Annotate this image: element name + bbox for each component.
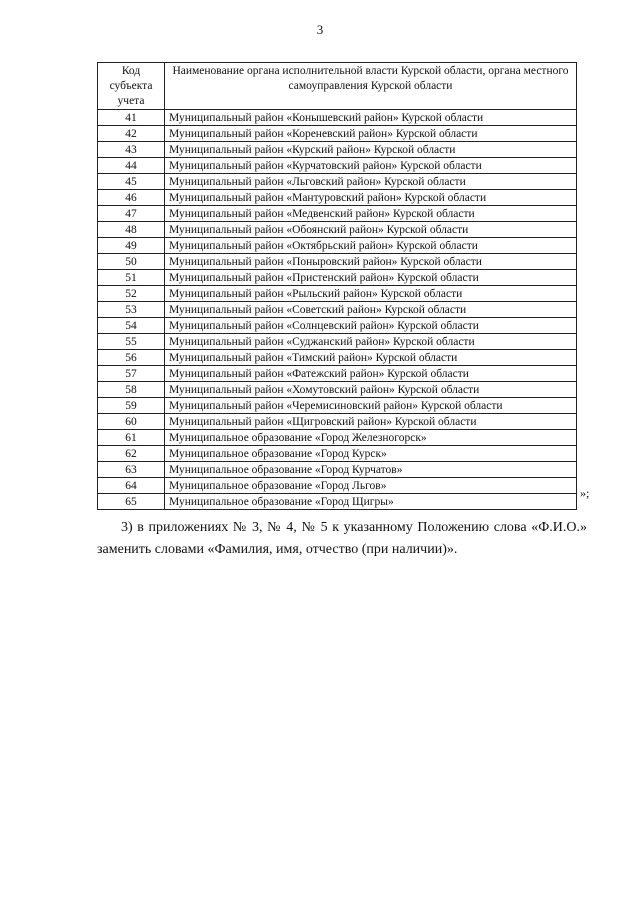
table-row (98, 222, 577, 238)
row-name: Муниципальный район «Обоянский район» Курской области (165, 222, 577, 238)
table-row (98, 446, 577, 462)
row-name: Муниципальный район «Рыльский район» Курской области (165, 286, 577, 302)
row-name: Муниципальное образование «Город Курчатов» (165, 462, 577, 478)
row-name: Муниципальный район «Медвенский район» Курской области (165, 206, 577, 222)
row-name: Муниципальный район «Щигровский район» Курской области (165, 414, 577, 430)
row-name: Муниципальное образование «Город Железногорск» (165, 430, 577, 446)
row-name: Муниципальный район «Курский район» Курской области (165, 142, 577, 158)
table-row (98, 430, 577, 446)
row-name: Муниципальный район «Суджанский район» Курской области (165, 334, 577, 350)
row-code: 62 (98, 446, 165, 462)
row-name: Муниципальный район «Советский район» Курской области (165, 302, 577, 318)
row-code: 52 (98, 286, 165, 302)
row-code: 45 (98, 174, 165, 190)
table-row (98, 286, 577, 302)
row-name: Муниципальный район «Фатежский район» Курской области (165, 366, 577, 382)
table-row (98, 318, 577, 334)
row-name: Муниципальное образование «Город Курск» (165, 446, 577, 462)
row-code: 44 (98, 158, 165, 174)
registry-table (97, 62, 577, 510)
header-code: Код субъекта учета (98, 63, 165, 110)
table-row (98, 158, 577, 174)
table-row (98, 142, 577, 158)
row-code: 47 (98, 206, 165, 222)
row-name: Муниципальный район «Хомутовский район» Курской области (165, 382, 577, 398)
table-row (98, 350, 577, 366)
row-code: 58 (98, 382, 165, 398)
row-code: 50 (98, 254, 165, 270)
row-code: 49 (98, 238, 165, 254)
row-code: 48 (98, 222, 165, 238)
row-name: Муниципальный район «Поныровский район» Курской области (165, 254, 577, 270)
table-header-row (98, 63, 577, 110)
row-code: 59 (98, 398, 165, 414)
table-row (98, 110, 577, 126)
row-name: Муниципальный район «Тимский район» Курской области (165, 350, 577, 366)
row-code: 65 (98, 494, 165, 510)
row-name: Муниципальный район «Пристенский район» Курской области (165, 270, 577, 286)
row-code: 42 (98, 126, 165, 142)
row-code: 46 (98, 190, 165, 206)
table-row (98, 126, 577, 142)
closing-quote-mark: »; (580, 486, 590, 500)
row-name: Муниципальное образование «Город Щигры» (165, 494, 577, 510)
table-row (98, 414, 577, 430)
row-name: Муниципальный район «Льговский район» Курской области (165, 174, 577, 190)
table-row (98, 398, 577, 414)
table-row (98, 206, 577, 222)
table-row (98, 382, 577, 398)
row-code: 43 (98, 142, 165, 158)
row-name: Муниципальный район «Курчатовский район» Курской области (165, 158, 577, 174)
table-row (98, 462, 577, 478)
table-row (98, 190, 577, 206)
row-name: Муниципальный район «Мантуровский район» Курской области (165, 190, 577, 206)
row-code: 64 (98, 478, 165, 494)
table-body (98, 110, 577, 510)
row-code: 55 (98, 334, 165, 350)
row-code: 53 (98, 302, 165, 318)
row-code: 61 (98, 430, 165, 446)
row-name: Муниципальное образование «Город Льгов» (165, 478, 577, 494)
row-name: Муниципальный район «Кореневский район» Курской области (165, 126, 577, 142)
page-number: 3 (316, 22, 324, 37)
row-code: 56 (98, 350, 165, 366)
table-row (98, 494, 577, 510)
row-name: Муниципальный район «Конышевский район» Курской области (165, 110, 577, 126)
row-name: Муниципальный район «Солнцевский район» Курской области (165, 318, 577, 334)
row-code: 54 (98, 318, 165, 334)
row-code: 57 (98, 366, 165, 382)
table-row (98, 238, 577, 254)
amendment-paragraph: 3) в приложениях № 3, № 4, № 5 к указанному Положению слова «Ф.И.О.» заменить словами «Фамилия, имя, отчество (при наличии)». (97, 520, 587, 557)
table-row (98, 334, 577, 350)
row-code: 60 (98, 414, 165, 430)
header-name: Наименование органа исполнительной власти Курской области, органа местного самоуправления Курской области (165, 63, 577, 110)
row-code: 63 (98, 462, 165, 478)
table-row (98, 478, 577, 494)
row-code: 51 (98, 270, 165, 286)
table-row (98, 302, 577, 318)
row-name: Муниципальный район «Октябрьский район» Курской области (165, 238, 577, 254)
table-row (98, 270, 577, 286)
table-row (98, 366, 577, 382)
row-name: Муниципальный район «Черемисиновский район» Курской области (165, 398, 577, 414)
table-row (98, 174, 577, 190)
row-code: 41 (98, 110, 165, 126)
table-row (98, 254, 577, 270)
